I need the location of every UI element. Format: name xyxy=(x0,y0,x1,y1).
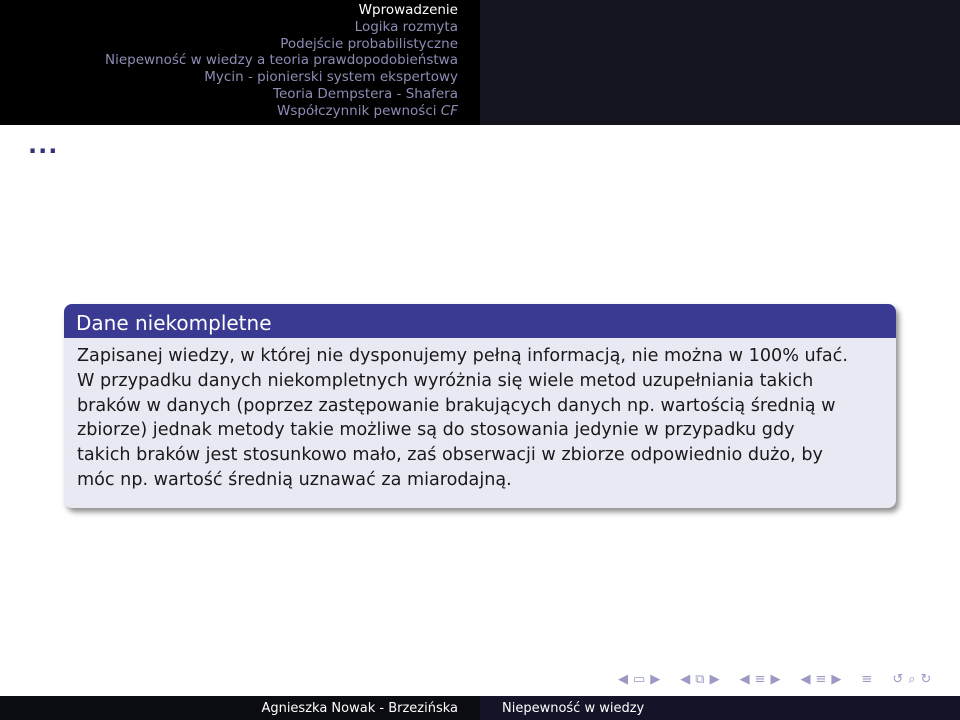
subsection-icon[interactable]: ≡ xyxy=(754,672,766,687)
nav-section-mycin[interactable]: Mycin - pionierski system ekspertowy xyxy=(204,69,458,86)
top-navigation-header xyxy=(0,0,960,125)
block-line: Zapisanej wiedzy, w której nie dysponujemy pełną informacją, nie można w 100% ufać. xyxy=(77,346,848,366)
nav-item-label: Współczynnik pewności xyxy=(277,102,437,119)
footer-author: Agnieszka Nowak - Brzezińska xyxy=(261,700,458,716)
nav-section-logika-rozmyta[interactable]: Logika rozmyta xyxy=(354,18,458,35)
prev-section-icon[interactable]: ◀ xyxy=(800,672,811,687)
search-forward-icon[interactable]: ↻ xyxy=(920,672,932,687)
frame-title: ... xyxy=(28,131,59,159)
footer-short-title: Niepewność w wiedzy xyxy=(502,700,645,716)
document-icon[interactable]: ≡ xyxy=(861,672,873,687)
footer xyxy=(0,696,960,720)
section-icon[interactable]: ≡ xyxy=(815,672,827,687)
nav-section-wspolczynnik-pewnosci[interactable] xyxy=(277,103,458,120)
next-subsection-icon[interactable]: ▶ xyxy=(770,672,781,687)
content-block xyxy=(64,304,896,508)
slide-icon[interactable]: ▭ xyxy=(633,672,646,687)
subsection-navigation xyxy=(480,0,960,125)
block-line: W przypadku danych niekompletnych wyróżnia się wiele metod uzupełniania takich xyxy=(77,370,814,391)
prev-slide-icon[interactable]: ◀ xyxy=(618,672,628,687)
block-line: zbiorze) jednak metody takie możliwe są do stosowania jedynie w przypadku gdy xyxy=(77,420,795,441)
search-back-icon[interactable]: ↺ xyxy=(892,672,904,687)
prev-frame-icon[interactable]: ◀ xyxy=(680,672,691,687)
beamer-navigation-symbols xyxy=(618,670,958,690)
block-title: Dane niekompletne xyxy=(64,304,896,338)
frame-icon[interactable]: ⧉ xyxy=(695,672,705,687)
block-line: móc np. wartość średnią uznawać za miarodajną. xyxy=(77,469,512,490)
block-body xyxy=(64,338,896,493)
block-line: braków w danych (poprzez zastępowanie brakujących danych np. wartością średnią w xyxy=(77,395,836,416)
next-section-icon[interactable]: ▶ xyxy=(831,672,842,687)
section-navigation xyxy=(0,0,480,125)
next-slide-icon[interactable]: ▶ xyxy=(650,672,661,687)
nav-section-niepewnosc-w-wiedzy[interactable]: Niepewność w wiedzy a teoria prawdopodobieństwa xyxy=(104,52,458,69)
block-line: takich braków jest stosunkowo mało, zaś obserwacji w zbiorze odpowiednio dużo, by xyxy=(77,445,823,466)
prev-subsection-icon[interactable]: ◀ xyxy=(739,672,750,687)
search-icon[interactable]: ⌕ xyxy=(908,672,916,687)
nav-item-cf-symbol: CF xyxy=(440,102,458,119)
next-frame-icon[interactable]: ▶ xyxy=(709,672,720,687)
nav-section-teoria-dempstera-shafera[interactable]: Teoria Dempstera - Shafera xyxy=(273,85,458,102)
footer-title-box xyxy=(480,696,960,720)
nav-section-podejscie-probabilistyczne[interactable]: Podejście probabilistyczne xyxy=(280,35,458,52)
nav-section-wprowadzenie[interactable]: Wprowadzenie xyxy=(358,2,458,18)
footer-author-box xyxy=(0,696,480,720)
